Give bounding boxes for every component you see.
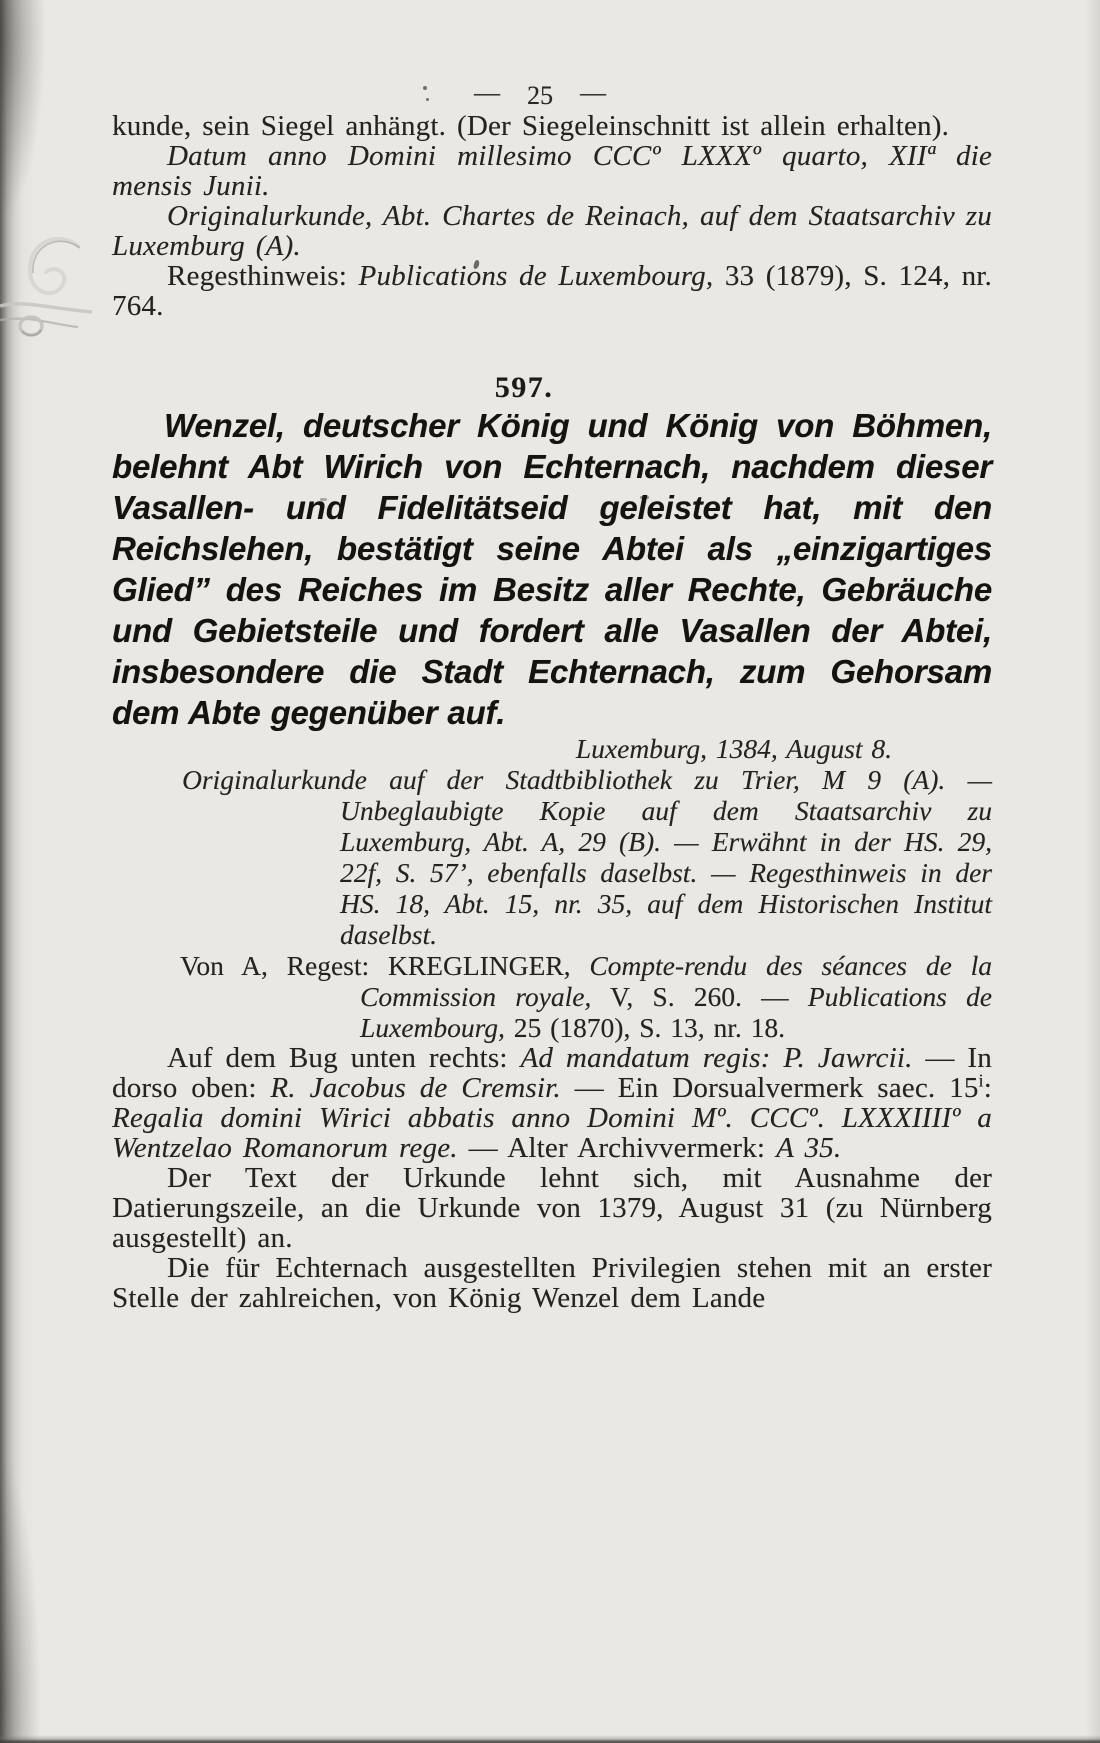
text-run: Datum anno Domini millesimo CCCº LXXXº quarto, XIIª die mensis Junii. [112,140,992,202]
header-dash-left: — [474,78,500,107]
text-run: Regesthinweis: [167,260,359,292]
text-run: — In dorso oben: [112,1042,992,1104]
text-column [112,0,992,1313]
text-run: Originalurkunde, Abt. Chartes de Reinach, auf dem Staatsarchiv zu Luxemburg (A). [112,200,992,262]
entry-dorsal-notes [112,1043,992,1163]
entry-number-heading: 597. [494,371,554,404]
text-run: A 35. [776,1132,842,1164]
text-run: — Ein Dorsualvermerk saec. 15 [560,1072,979,1104]
text-run: : [983,1072,992,1104]
text-run: 25 (1870), S. 13, nr. 18. [504,1012,785,1043]
text-run: Publications de Luxembourg, [358,260,714,292]
text-run: R. Jacobus de Cremsir. [270,1072,561,1104]
binding-thread-artifact [0,228,96,364]
page-number: 25 [527,81,553,110]
page-header [100,78,980,111]
entry-text-comment: Der Text der Urkunde lehnt sich, mit Ausnahme der Datierungszeile, an die Urkunde von 1379, August 31 (zu Nürnberg ausgestellt) an. [112,1162,992,1254]
text-run: V, S. 260. — [591,981,808,1012]
prev-entry-source-note [112,201,992,261]
text-run: Regalia domini Wirici abbatis anno Domini Mº. CCCº. LXXXIIIIº a Wentzelao Romanorum rege. [112,1102,992,1164]
text-run: Publications de Luxembourg, [360,981,992,1043]
text-run: i [978,1070,984,1091]
text-run: Compte-rendu des séances de la Commission royale, [360,950,992,1012]
prev-entry-regest-note [112,261,992,321]
scan-corner-shadow-bottom [0,1463,40,1743]
text-run: Von A, Regest: KREGLINGER, [180,950,590,981]
header-dash-right: — [580,78,606,107]
text-run: kunde, sein Siegel anhängt. (Der Siegeleinschnitt ist allein erhalten). [112,110,950,142]
entry-summary: Wenzel, deutscher König und König von Böhmen, belehnt Abt Wirich von Echternach, nachdem dieser Vasallen- und Fidelitätseid geleistet hat, mit den Reichslehen, bestätigt seine Abtei als „einzigartiges Glied” des Reiches im Besitz aller Rechte, Gebräuche und Gebietsteile und fordert alle Vasallen der Abtei, insbesondere die Stadt Echternach, zum Gehorsam dem Abte gegenüber auf. [112,407,992,731]
prev-entry-datum-line [112,141,992,201]
text-run: Auf dem Bug unten rechts: [167,1042,521,1074]
page-edge-shadow-bottom [0,1735,1100,1743]
page-edge-shadow-right [1086,0,1100,1743]
entry-printed-regest-note [112,950,992,1043]
text-run: 33 (1879), S. 124, nr. 764. [112,260,992,322]
prev-entry-ending [112,111,992,141]
text-run: Originalurkunde auf der Stadtbibliothek zu Trier, M 9 (A). — Unbeglaubigte Kopie auf dem Staatsarchiv zu Luxemburg, Abt. A, 29 (B). — Erwähnt in der HS. 29, 22f, S. 57’, ebenfalls daselbst. — Regesthinweis in der HS. 18, Abt. 15, nr. 35, auf dem Historischen Institut daselbst. [182,764,992,950]
entry-dateline: Luxemburg, 1384, August 8. [575,733,892,764]
entry-privileges-comment: Die für Echternach ausgestellten Privilegien stehen mit an erster Stelle der zahlreichen, von König Wenzel dem Lande [112,1252,992,1314]
entry-tradition-note [112,764,992,950]
scan-corner-shadow-top [0,0,46,220]
text-run: — Alter Archivvermerk: [457,1132,777,1164]
text-run: Ad mandatum regis: P. Jawrcii. [520,1042,913,1074]
